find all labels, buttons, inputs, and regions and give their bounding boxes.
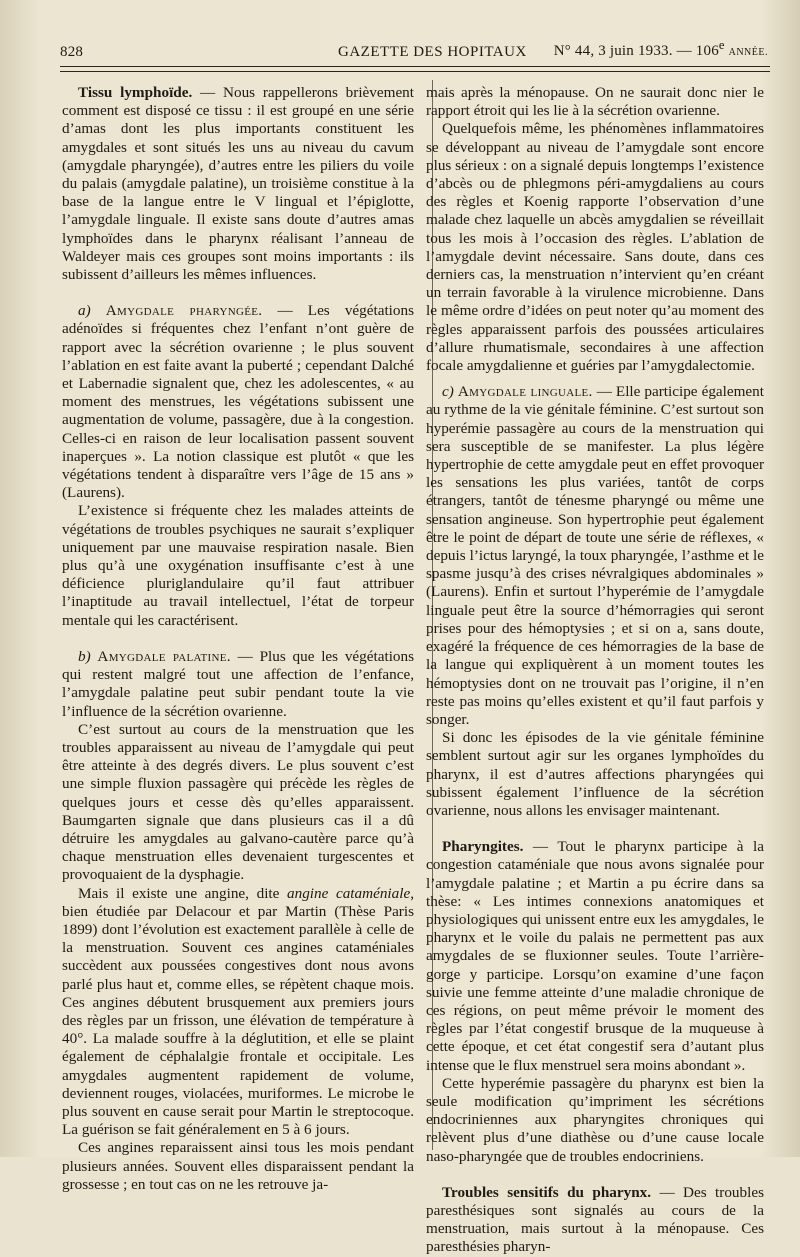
paragraph-text: , bien étudiée par Delacour et par Martin (Thèse Paris 1899) dont l’évolution est exactement parallèle à celle de la menstruation. Souvent ces angines cataméniales succèdent aux poussées congestives dont nous avons parlé plus haut et, comme elles, se répètent chaque mois. Ces angines débutent brusquement aux premiers jours des règles par un frisson, une élévation de température à 40°. La malade souffre à la déglutition, et elle se plaint également de céphalalgie frontale et occipitale. Les amygdales augmentent rapidement de volume, deviennent rouges, violacées, muriformes. Le microbe le plus souvent en cause serait pour Martin le streptocoque. La guérison se fait généralement en 5 à 6 jours. xyxy=(62,884,414,1139)
list-letter: b) xyxy=(78,647,91,665)
issue-info xyxy=(554,38,768,60)
paragraph-amygdale-pharyngee xyxy=(62,302,414,502)
paragraph-text: — Plus que les végétations qui restent malgré tout une affection de l’enfance, l’amygdale palatine peut subir pendant toute la vie l’influence de la sécrétion ovarienne. xyxy=(62,647,415,720)
header-rule-top xyxy=(60,66,770,67)
issue-ordinal: e xyxy=(718,38,725,52)
paragraph-text: — Tout le pharynx participe à la congestion cataméniale que nous avons signalée pour l’amygdale palatine ; et Martin a pu écrire dans sa thèse: « Les intimes connexions anatomiques et physiologiques qui unissent entre eux les amygdales, le pharynx et le voile du palais ne permettent pas aux amygdales de se fluxionner seules. Toute l’arrière-gorge y participe. Lorsqu’on examine d’une façon suivie une femme atteinte d’une maladie chronique de ces régions, on peut même prévoir le moment des règles par l’état congestif brusque de la muqueuse à cette époque, et cet état congestif sera d’autant plus intense que le flux menstruel sera moins abondant ». xyxy=(426,838,764,1074)
list-letter: c) xyxy=(442,383,454,401)
section-heading-tissu: Tissu lymphoïde. xyxy=(78,84,193,101)
subsection-heading: Amygdale palatine. xyxy=(97,647,231,665)
paragraph-text: — Les végétations adénoïdes si fréquentes chez l’enfant n’ont guère de rapport avec la sécrétion ovarienne ; le plus souvent l’ablation en est faite avant la puberté ; cependant Dalché et Labernadie signalent que, chez les adolescentes, « au moment des menstrues, les végétations subissent une augmentation de volume, passagère, due à la congestion. Celles-ci en raison de leur localisation passent souvent inaperçues ». La notion classique est plutôt « que les végétations tendent à disparaître vers l’âge de 15 ans » (Laurens). xyxy=(62,302,415,502)
paragraph-pharyngites xyxy=(426,838,764,1075)
right-column xyxy=(426,84,764,1257)
left-column xyxy=(62,84,414,1194)
paragraph-text: Mais il existe une angine, dite xyxy=(78,884,287,902)
list-letter: a) xyxy=(78,302,91,320)
paragraph-text: — Nous rappellerons brièvement comment est disposé ce tissu : il est groupé en une série d’amas dont les plus importants constituent les amygdales et sont situés les uns au niveau du cavum (amygdale pharyngée), d’autres entre les piliers du voile du palais (amygdale palatine), un troisième constitue à la base de la langue entre le V lingual et l’épiglotte, l’amygdale linguale. Il existe sans doute d’autres amas lymphoïdes dans le pharynx réalisant l’anneau de Waldeyer mais ces groupes sont moins importants : ils subissent d’ailleurs les mêmes influences. xyxy=(62,84,414,284)
paragraph-amygdale-palatine xyxy=(62,648,414,721)
page-number: 828 xyxy=(60,44,84,60)
issue-year-label: ANNÉE. xyxy=(728,47,768,58)
paragraph: L’existence si fréquente chez les malades atteints de végétations de troubles psychiques ne saurait s’expliquer uniquement par une mauvaise respiration nasale. Bien plus qu’à une oxygénation insuffisante c’est à une déficience pluriglandulaire qu’il faut attribuer l’inaptitude au travail intellectuel, l’état de torpeur mentale qui les caractérisent. xyxy=(62,502,414,629)
issue-date: N° 44, 3 juin 1933. — 106 xyxy=(553,43,719,59)
paragraph: Ces angines reparaissent ainsi tous les mois pendant plusieurs années. Souvent elles disparaissent pendant la grossesse ; en tout cas on ne les retrouve ja- xyxy=(62,1139,414,1193)
running-header xyxy=(60,34,770,64)
paragraph-text: — Des troubles paresthésiques sont signalés au cours de la menstruation, mais surtout à la ménopause. Ces paresthésies pharyn- xyxy=(426,1183,764,1256)
paragraph: C’est surtout au cours de la menstruation que les troubles apparaissent au niveau de l’amygdale qui peut être atteinte à des degrés divers. Le plus souvent c’est une simple fluxion passagère qui précède les règles de quelques jours et cesse dès qu’elles apparaissent. Baumgarten signale que dans plusieurs cas il a dû détruire les amygdales au galvano-cautère parce qu’à chaque menstruation elles devenaient turgescentes et provoquaient de la dysphagie. xyxy=(62,720,414,884)
paragraph-amygdale-linguale xyxy=(426,383,764,729)
paragraph-angine xyxy=(62,885,414,1140)
header-rule-bottom xyxy=(60,71,770,72)
paragraph: Si donc les épisodes de la vie génitale féminine semblent surtout agir sur les organes lymphoïdes du pharynx, il est d’autres affections pharyngées qui subissent également l’influence de la sécrétion ovarienne, nous allons les envisager maintenant. xyxy=(426,729,764,819)
subsection-heading: Amygdale linguale. xyxy=(457,383,593,401)
paragraph-text: — Elle participe également au rythme de la vie génitale féminine. C’est surtout son hyperémie passagère au cours de la menstruation qui sera susceptible de se manifester. La plus légère hypertrophie de cette amygdale peut en effet provoquer les sensations les plus variées, tantôt de corps étrangers, tantôt de ténesme pharyngé ou même une sensation angineuse. Son hypertrophie peut également être le point de départ de toute une série de réflexes, « depuis l’ictus laryngé, la toux pharyngée, l’asthme et le spasme jusqu’à des crises névralgiques abdominales » (Laurens). Enfin et surtout l’hyperémie de l’amygdale linguale peut être la source d’hémorragies qui seront prises pour des hémoptysies ; et si on a, sans doute, exagéré la fréquence de ces hémorragies de la base de la langue qui expliquèrent à un moment toutes les hémoptysies dont on ne trouvait pas l’origine, il n’en reste pas moins qu’elles existent et qu’il faut parfois y songer. xyxy=(426,383,764,728)
paragraph: Quelquefois même, les phénomènes inflammatoires se développant au niveau de l’amygdale sont encore plus sérieux : on a signalé depuis longtemps l’existence d’abcès ou de phlegmons péri-amygdaliens au cours des règles et Koenig rapporte l’observation d’une malade chez laquelle un abcès amygdalien se réveillait tous les mois à l’occasion des règles. L’ablation de l’amygdale devint nécessaire. Sans doute, dans ces derniers cas, la menstruation n’intervient qu’en créant un terrain favorable à la virulence microbienne. Dans le même ordre d’idées on peut noter qu’au moment des règles apparaissent parfois des poussées articulaires d’allure rhumatismale, secondaires à une affection focale amygdalienne et guéries par l’amygdalectomie. xyxy=(426,120,764,375)
paragraph: Cette hyperémie passagère du pharynx est bien la seule modification qu’impriment les sécrétions endocriniennes aux pharyngites chroniques qui relèvent plus d’une diathèse ou d’une cause locale naso-pharyngée que de troubles endocriniens. xyxy=(426,1074,764,1165)
emphasis: angine cataméniale xyxy=(287,884,411,902)
journal-title: GAZETTE DES HOPITAUX xyxy=(338,44,527,60)
paragraph-continued: mais après la ménopause. On ne saurait donc nier le rapport étroit qui les lie à la sécrétion ovarienne. xyxy=(426,84,764,120)
paragraph-troubles-sensitifs xyxy=(426,1184,764,1257)
subsection-heading: Amygdale pharyngée. xyxy=(105,302,263,320)
section-heading-troubles: Troubles sensitifs du pharynx. xyxy=(442,1183,652,1201)
section-heading-pharyngites: Pharyngites. xyxy=(442,838,524,856)
paragraph-tissu-lymphoide xyxy=(62,84,414,284)
